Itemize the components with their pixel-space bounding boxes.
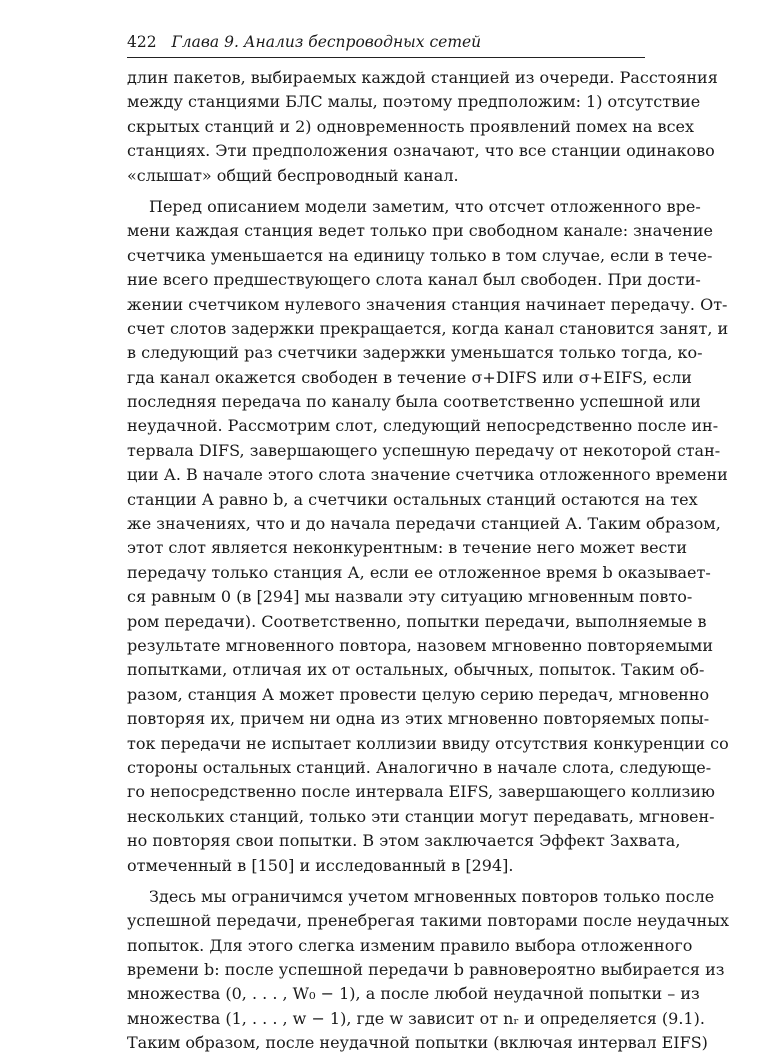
text-line: ром передачи). Соответственно, попытки передачи, выполняемые в [127, 611, 707, 631]
paragraph-gap [127, 878, 645, 885]
text-line: неудачной. Рассмотрим слот, следующий непосредственно после ин- [127, 416, 719, 436]
text-line: счет слотов задержки прекращается, когда канал становится занят, и [127, 318, 729, 338]
body-text [127, 66, 729, 1056]
text-line: ся равным 0 (в [294] мы назвали эту ситуацию мгновенным повто- [127, 587, 693, 607]
text-line: гда канал окажется свободен в течение σ+DIFS или σ+EIFS, если [127, 367, 692, 387]
text-line: длин пакетов, выбираемых каждой станцией из очереди. Расстояния [127, 68, 718, 87]
text-line: результате мгновенного повтора, назовем мгновенно повторяемыми [127, 635, 714, 655]
running-header [127, 32, 645, 52]
text-line: ции А. В начале этого слота значение счетчика отложенного времени [127, 465, 728, 485]
text-line: стороны остальных станций. Аналогично в начале слота, следующе- [127, 757, 712, 777]
text-line: жении счетчиком нулевого значения станция начинает передачу. От- [127, 294, 728, 314]
paragraph-gap [127, 188, 645, 195]
text-line: скрытых станций и 2) одновременность проявлений помех на всех [127, 116, 695, 136]
text-line: успешной передачи, пренебрегая такими повторами после неудачных [127, 911, 729, 931]
text-line: ние всего предшествующего слота канал был свободен. При дости- [127, 270, 701, 290]
paragraph [127, 885, 729, 1056]
text-line: разом, станция А может провести целую серию передач, мгновенно [127, 684, 710, 704]
text-line: последняя передача по каналу была соответственно успешной или [127, 392, 701, 412]
text-line: повторяя их, причем ни одна из этих мгновенно повторяемых попы- [127, 709, 710, 729]
text-line: попытками, отличая их от остальных, обычных, попыток. Таким об- [127, 660, 705, 680]
text-line: передачу только станция А, если ее отложенное время b оказывает- [127, 562, 711, 582]
paragraph [127, 66, 718, 188]
text-line: станции А равно b, а счетчики остальных станций остаются на тех [127, 489, 698, 509]
text-line: го непосредственно после интервала EIFS, завершающего коллизию [127, 782, 715, 802]
header-rule [127, 57, 645, 58]
text-line: этот слот является неконкурентным: в течение него может вести [127, 538, 688, 558]
text-line: множества (0, . . . , W₀ − 1), а после любой неудачной попытки – из [127, 984, 700, 1004]
text-line: попыток. Для этого слегка изменим правило выбора отложенного [127, 935, 693, 955]
running-title: Глава 9. Анализ беспроводных сетей [171, 33, 482, 51]
text-line: Перед описанием модели заметим, что отсчет отложенного вре- [149, 196, 701, 216]
text-line: тервала DIFS, завершающего успешную передачу от некоторой стан- [127, 440, 721, 460]
text-line: счетчика уменьшается на единицу только в том случае, если в тече- [127, 245, 713, 265]
text-line: станциях. Эти предположения означают, что все станции одинаково [127, 141, 715, 161]
text-line: мени каждая станция ведет только при свободном канале: значение [127, 221, 713, 241]
text-line: «слышат» общий беспроводный канал. [127, 165, 459, 185]
text-line: отмеченный в [150] и исследованный в [294]. [127, 855, 514, 875]
text-line: ток передачи не испытает коллизии ввиду отсутствия конкуренции со [127, 733, 729, 753]
text-line: времени b: после успешной передачи b равновероятно выбирается из [127, 960, 725, 980]
text-line: Таким образом, после неудачной попытки (включая интервал EIFS) [127, 1033, 708, 1053]
text-line: между станциями БЛС малы, поэтому предположим: 1) отсутствие [127, 92, 701, 112]
text-line: но повторяя свои попытки. В этом заключается Эффект Захвата, [127, 831, 681, 851]
paragraph [127, 195, 729, 878]
text-line: же значениях, что и до начала передачи станцией А. Таким образом, [127, 514, 721, 534]
page-number: 422 [127, 33, 157, 51]
text-line: в следующий раз счетчики задержки уменьшатся только тогда, ко- [127, 343, 703, 363]
text-line: нескольких станций, только эти станции могут передавать, мгновен- [127, 806, 715, 826]
text-line: множества (1, . . . , w − 1), где w зависит от nᵣ и определяется (9.1). [127, 1008, 705, 1028]
text-line: Здесь мы ограничимся учетом мгновенных повторов только после [149, 886, 715, 906]
